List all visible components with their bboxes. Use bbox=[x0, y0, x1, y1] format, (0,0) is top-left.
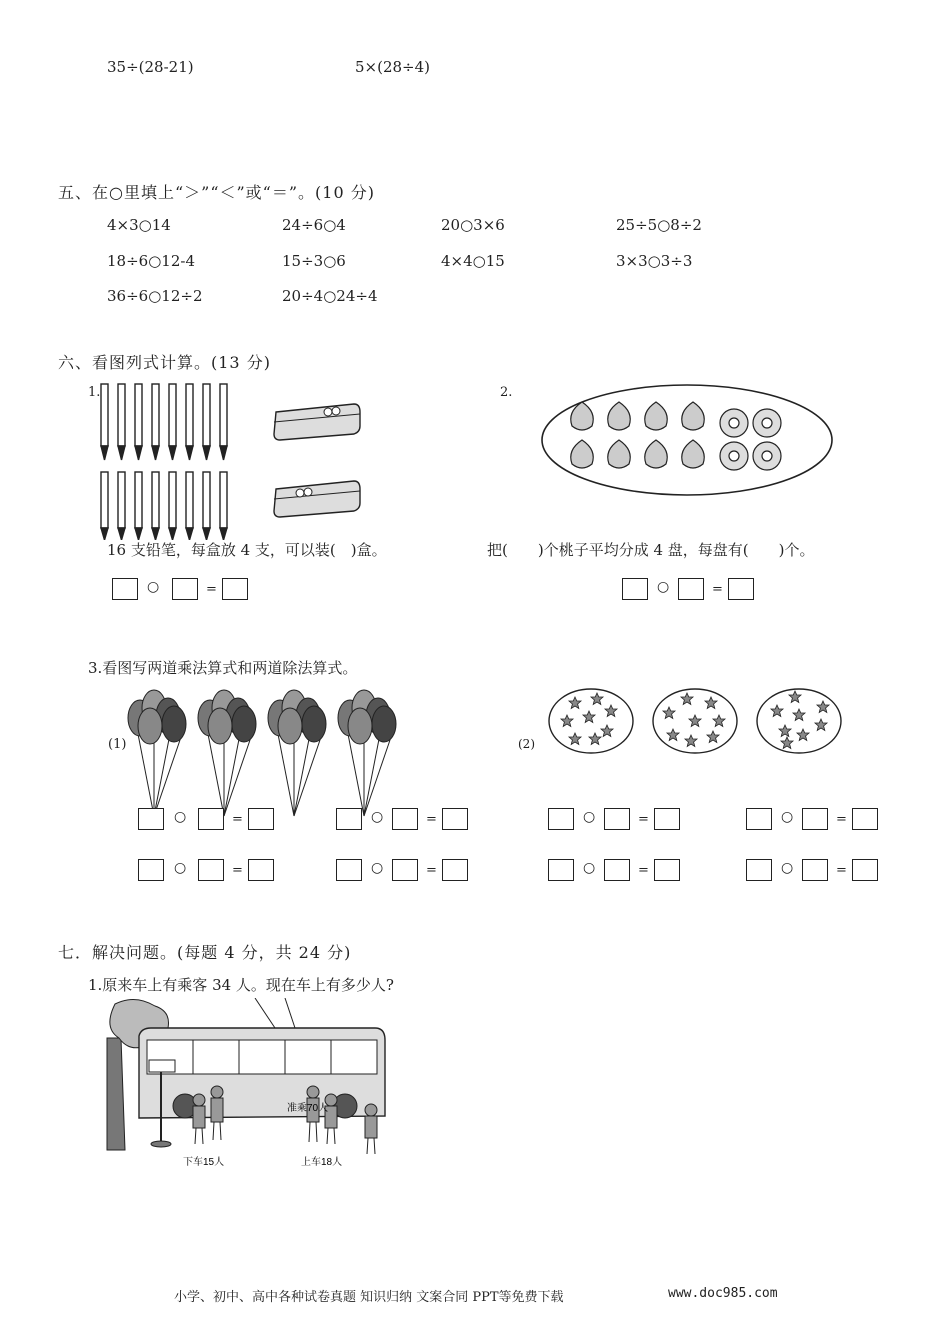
equals-sign: = bbox=[206, 582, 217, 597]
s5-r1-c2: 24÷6○4 bbox=[282, 216, 346, 234]
operator-circle[interactable]: ○ bbox=[371, 809, 384, 825]
footer-text: 小学、初中、高中各种试卷真题 知识归纳 文案合同 PPT等免费下载 bbox=[174, 1290, 564, 1305]
q3-sub1-label: (1) bbox=[108, 737, 127, 752]
q2-number: 2. bbox=[500, 385, 513, 400]
answer-box[interactable] bbox=[198, 808, 224, 830]
getting-off-label: 下车15人 bbox=[183, 1157, 225, 1168]
answer-box[interactable] bbox=[548, 859, 574, 881]
plate-icon bbox=[720, 409, 748, 437]
answer-box[interactable] bbox=[442, 859, 468, 881]
section5-title: 五、在○里填上“＞”“＜”或“＝”。(10 分) bbox=[58, 183, 375, 202]
bus-capacity-label: 准乘70人 bbox=[287, 1103, 329, 1114]
answer-box[interactable] bbox=[852, 859, 878, 881]
answer-box[interactable] bbox=[138, 859, 164, 881]
peaches-plate-illustration bbox=[537, 380, 837, 500]
s7-q1-text: 1.原来车上有乘客 34 人。现在车上有多少人? bbox=[88, 976, 394, 994]
balloon-bunch-icon bbox=[268, 690, 326, 816]
answer-box[interactable] bbox=[442, 808, 468, 830]
pencil-icon bbox=[101, 384, 108, 460]
bus-icon bbox=[139, 998, 385, 1118]
equals-sign: = bbox=[426, 863, 437, 878]
q1-text: 16 支铅笔，每盒放 4 支，可以装( )盒。 bbox=[107, 541, 387, 559]
pencil-icon bbox=[186, 384, 193, 460]
person-icon bbox=[193, 1094, 205, 1144]
answer-box[interactable] bbox=[654, 859, 680, 881]
person-icon bbox=[307, 1086, 319, 1142]
equals-sign: = bbox=[232, 812, 243, 827]
getting-on-label: 上车18人 bbox=[301, 1157, 343, 1168]
plate-icon bbox=[753, 442, 781, 470]
balloon-bunch-icon bbox=[198, 690, 256, 816]
answer-box[interactable] bbox=[852, 808, 878, 830]
operator-circle[interactable]: ○ bbox=[174, 860, 187, 876]
equals-sign: = bbox=[638, 812, 649, 827]
section7-title: 七．解决问题。(每题 4 分，共 24 分) bbox=[58, 943, 352, 962]
answer-box[interactable] bbox=[138, 808, 164, 830]
equals-sign: = bbox=[638, 863, 649, 878]
answer-box[interactable] bbox=[112, 578, 138, 600]
operator-circle[interactable]: ○ bbox=[781, 860, 794, 876]
pencil-icon bbox=[203, 384, 210, 460]
equals-sign: = bbox=[232, 863, 243, 878]
s5-r3-c1: 36÷6○12÷2 bbox=[107, 287, 203, 305]
answer-box[interactable] bbox=[248, 859, 274, 881]
person-icon bbox=[325, 1094, 337, 1144]
operator-circle[interactable]: ○ bbox=[371, 860, 384, 876]
answer-box[interactable] bbox=[622, 578, 648, 600]
answer-box[interactable] bbox=[172, 578, 198, 600]
pencil-icon bbox=[186, 472, 193, 540]
s5-r2-c1: 18÷6○12-4 bbox=[107, 252, 195, 270]
answer-box[interactable] bbox=[222, 578, 248, 600]
answer-box[interactable] bbox=[678, 578, 704, 600]
footer-url[interactable]: www.doc985.com bbox=[668, 1286, 778, 1301]
answer-box[interactable] bbox=[392, 859, 418, 881]
operator-circle[interactable]: ○ bbox=[781, 809, 794, 825]
person-icon bbox=[365, 1104, 377, 1154]
balloons-illustration bbox=[122, 688, 402, 820]
pencil-icon bbox=[220, 472, 227, 540]
answer-box[interactable] bbox=[604, 808, 630, 830]
plate-icon bbox=[753, 409, 781, 437]
answer-box[interactable] bbox=[746, 808, 772, 830]
balloon-bunch-icon bbox=[128, 690, 186, 816]
s5-r2-c2: 15÷3○6 bbox=[282, 252, 346, 270]
pencil-icon bbox=[152, 472, 159, 540]
top-expr-1: 35÷(28-21) bbox=[107, 58, 194, 76]
pencil-icon bbox=[101, 472, 108, 540]
pencils-illustration bbox=[95, 380, 235, 540]
pencil-icon bbox=[118, 384, 125, 460]
equals-sign: = bbox=[836, 863, 847, 878]
answer-box[interactable] bbox=[728, 578, 754, 600]
s5-r1-c4: 25÷5○8÷2 bbox=[616, 216, 702, 234]
star-group-icon bbox=[653, 689, 737, 753]
operator-circle[interactable]: ○ bbox=[583, 809, 596, 825]
q2-text: 把( )个桃子平均分成 4 盘，每盘有( )个。 bbox=[487, 541, 815, 559]
answer-box[interactable] bbox=[802, 859, 828, 881]
person-icon bbox=[211, 1086, 223, 1140]
answer-box[interactable] bbox=[548, 808, 574, 830]
s5-r3-c2: 20÷4○24÷4 bbox=[282, 287, 378, 305]
s5-r2-c3: 4×4○15 bbox=[441, 252, 505, 270]
section6-title: 六、看图列式计算。(13 分) bbox=[58, 353, 271, 372]
equals-sign: = bbox=[712, 582, 723, 597]
pencil-box-icon bbox=[270, 477, 362, 521]
pencil-icon bbox=[135, 472, 142, 540]
answer-box[interactable] bbox=[336, 808, 362, 830]
answer-box[interactable] bbox=[604, 859, 630, 881]
pencil-icon bbox=[152, 384, 159, 460]
pencil-icon bbox=[118, 472, 125, 540]
q1-number: 1. bbox=[88, 385, 101, 400]
pencil-icon bbox=[135, 384, 142, 460]
pencil-box-icon bbox=[270, 400, 362, 444]
top-expr-2: 5×(28÷4) bbox=[355, 58, 431, 76]
pencil-icon bbox=[220, 384, 227, 460]
pencil-icon bbox=[169, 384, 176, 460]
stars-illustration bbox=[545, 685, 845, 757]
q3-title: 3.看图写两道乘法算式和两道除法算式。 bbox=[88, 659, 358, 677]
equals-sign: = bbox=[836, 812, 847, 827]
answer-box[interactable] bbox=[392, 808, 418, 830]
operator-circle[interactable]: ○ bbox=[174, 809, 187, 825]
q3-sub2-label: (2) bbox=[518, 737, 535, 751]
plate-icon bbox=[720, 442, 748, 470]
answer-box[interactable] bbox=[802, 808, 828, 830]
s5-r2-c4: 3×3○3÷3 bbox=[616, 252, 693, 270]
operator-circle[interactable]: ○ bbox=[147, 579, 160, 595]
answer-box[interactable] bbox=[654, 808, 680, 830]
star-group-icon bbox=[549, 689, 633, 753]
equals-sign: = bbox=[426, 812, 437, 827]
operator-circle[interactable]: ○ bbox=[583, 860, 596, 876]
answer-box[interactable] bbox=[336, 859, 362, 881]
bus-illustration bbox=[105, 998, 390, 1168]
pencil-icon bbox=[203, 472, 210, 540]
answer-box[interactable] bbox=[746, 859, 772, 881]
operator-circle[interactable]: ○ bbox=[657, 579, 670, 595]
star-group-icon bbox=[757, 689, 841, 753]
s5-r1-c1: 4×3○14 bbox=[107, 216, 171, 234]
pencil-icon bbox=[169, 472, 176, 540]
answer-box[interactable] bbox=[248, 808, 274, 830]
balloon-bunch-icon bbox=[338, 690, 396, 816]
s5-r1-c3: 20○3×6 bbox=[441, 216, 505, 234]
answer-box[interactable] bbox=[198, 859, 224, 881]
